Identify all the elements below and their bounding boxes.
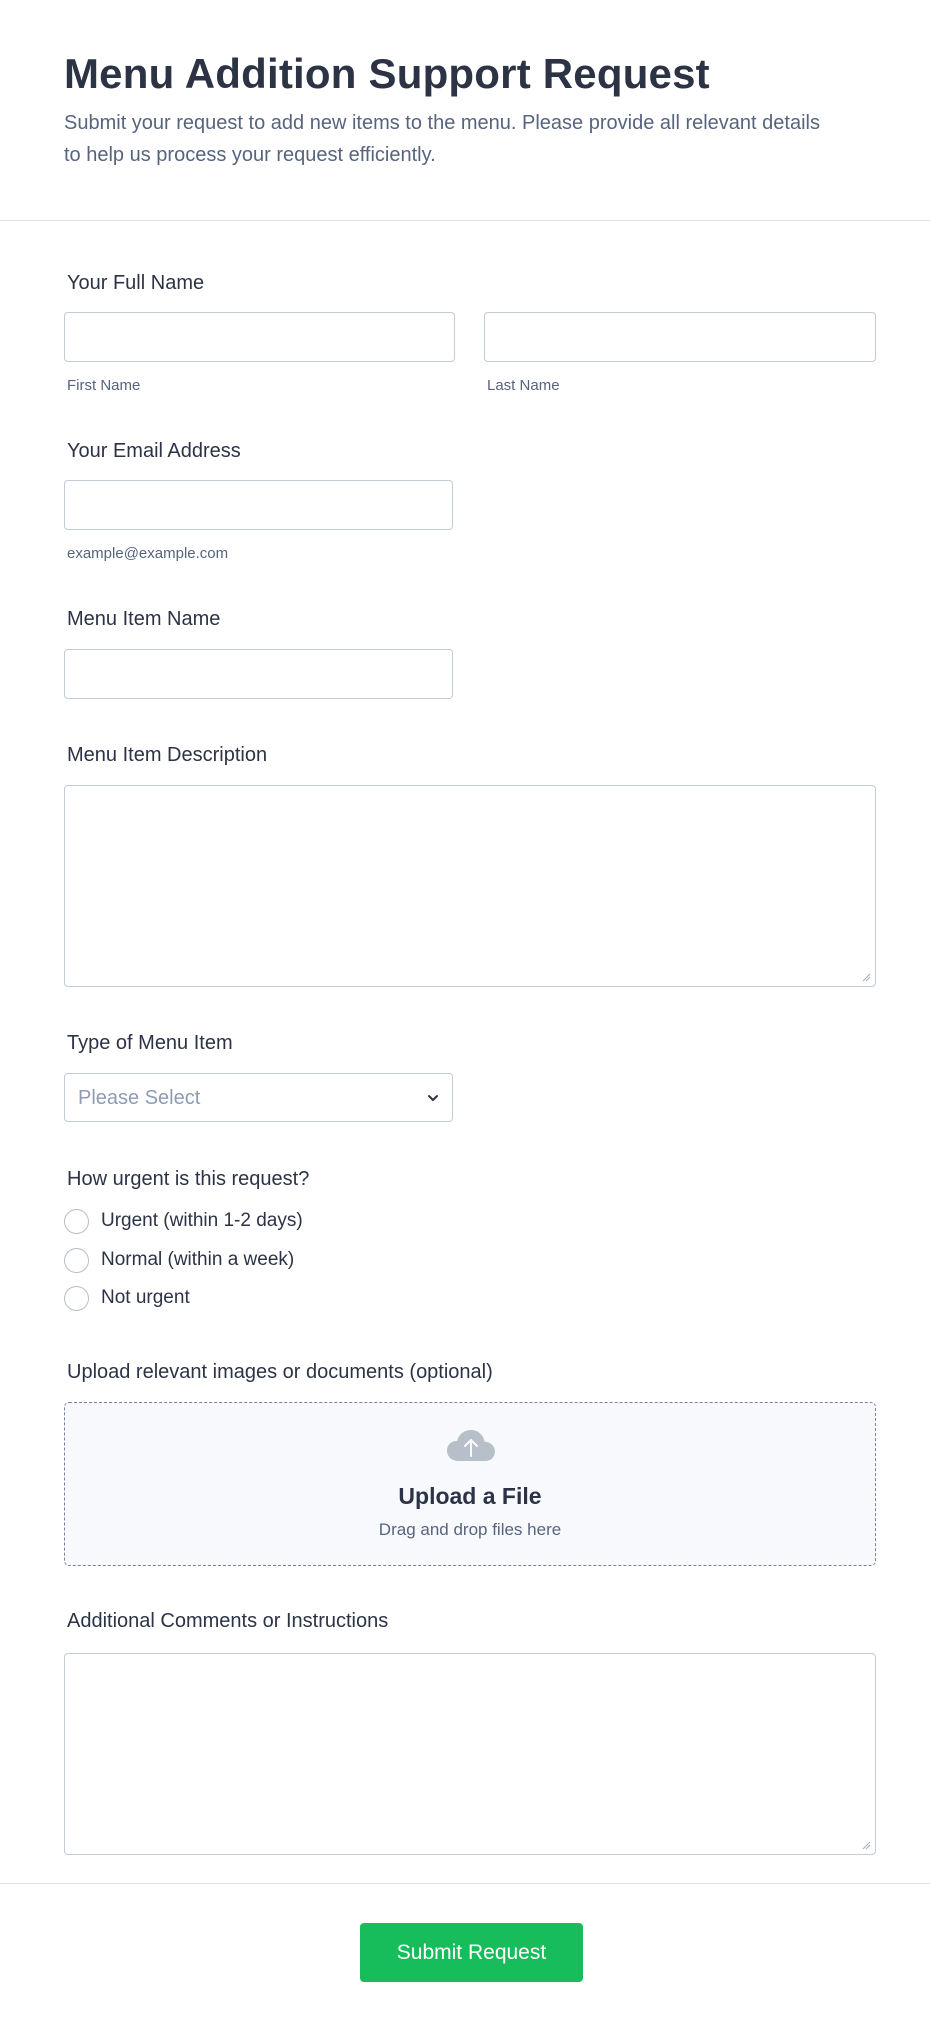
email-label: Your Email Address xyxy=(67,440,241,462)
last-name-field[interactable] xyxy=(484,312,876,362)
first-name-input[interactable] xyxy=(65,313,454,361)
item-name-field[interactable] xyxy=(64,649,453,699)
email-input[interactable] xyxy=(65,481,452,529)
item-type-select[interactable] xyxy=(64,1073,453,1122)
form-footer xyxy=(0,1883,930,2032)
chevron-down-icon xyxy=(426,1091,440,1105)
upload-hint: Drag and drop files here xyxy=(378,1520,562,1539)
urgency-label: How urgent is this request? xyxy=(67,1168,310,1190)
comments-label: Additional Comments or Instructions xyxy=(67,1610,389,1632)
comments-textarea[interactable] xyxy=(65,1654,875,1854)
radio-option-label[interactable]: Urgent (within 1-2 days) xyxy=(101,1210,303,1231)
radio-button[interactable] xyxy=(64,1286,89,1311)
page-title: Menu Addition Support Request xyxy=(64,50,710,97)
submit-button[interactable]: Submit Request xyxy=(360,1923,583,1982)
upload-title: Upload a File xyxy=(398,1483,542,1509)
radio-option-label[interactable]: Not urgent xyxy=(101,1287,190,1308)
last-name-input[interactable] xyxy=(485,313,875,361)
radio-option-label[interactable]: Normal (within a week) xyxy=(101,1249,295,1270)
resize-grip-icon[interactable] xyxy=(861,972,871,982)
item-name-input[interactable] xyxy=(65,650,452,698)
email-sublabel: example@example.com xyxy=(67,545,229,562)
radio-button[interactable] xyxy=(64,1209,89,1234)
file-upload-dropzone[interactable] xyxy=(64,1402,876,1566)
radio-button[interactable] xyxy=(64,1248,89,1273)
last-name-sublabel: Last Name xyxy=(487,377,560,394)
cloud-upload-icon xyxy=(446,1429,496,1463)
resize-grip-icon[interactable] xyxy=(861,1840,871,1850)
item-description-textarea[interactable] xyxy=(65,786,875,986)
full-name-label: Your Full Name xyxy=(67,272,205,294)
comments-field[interactable] xyxy=(64,1653,876,1855)
item-type-selected-value: Please Select xyxy=(78,1087,201,1109)
first-name-sublabel: First Name xyxy=(67,377,141,394)
first-name-field[interactable] xyxy=(64,312,455,362)
item-name-label: Menu Item Name xyxy=(67,608,221,630)
form-header xyxy=(0,0,930,221)
item-description-label: Menu Item Description xyxy=(67,744,268,766)
upload-label: Upload relevant images or documents (optional) xyxy=(67,1361,493,1383)
item-type-label: Type of Menu Item xyxy=(67,1032,233,1054)
email-field[interactable] xyxy=(64,480,453,530)
item-description-field[interactable] xyxy=(64,785,876,987)
page-subtitle: Submit your request to add new items to the menu. Please provide all relevant details to help us process your request efficiently. xyxy=(64,112,820,166)
